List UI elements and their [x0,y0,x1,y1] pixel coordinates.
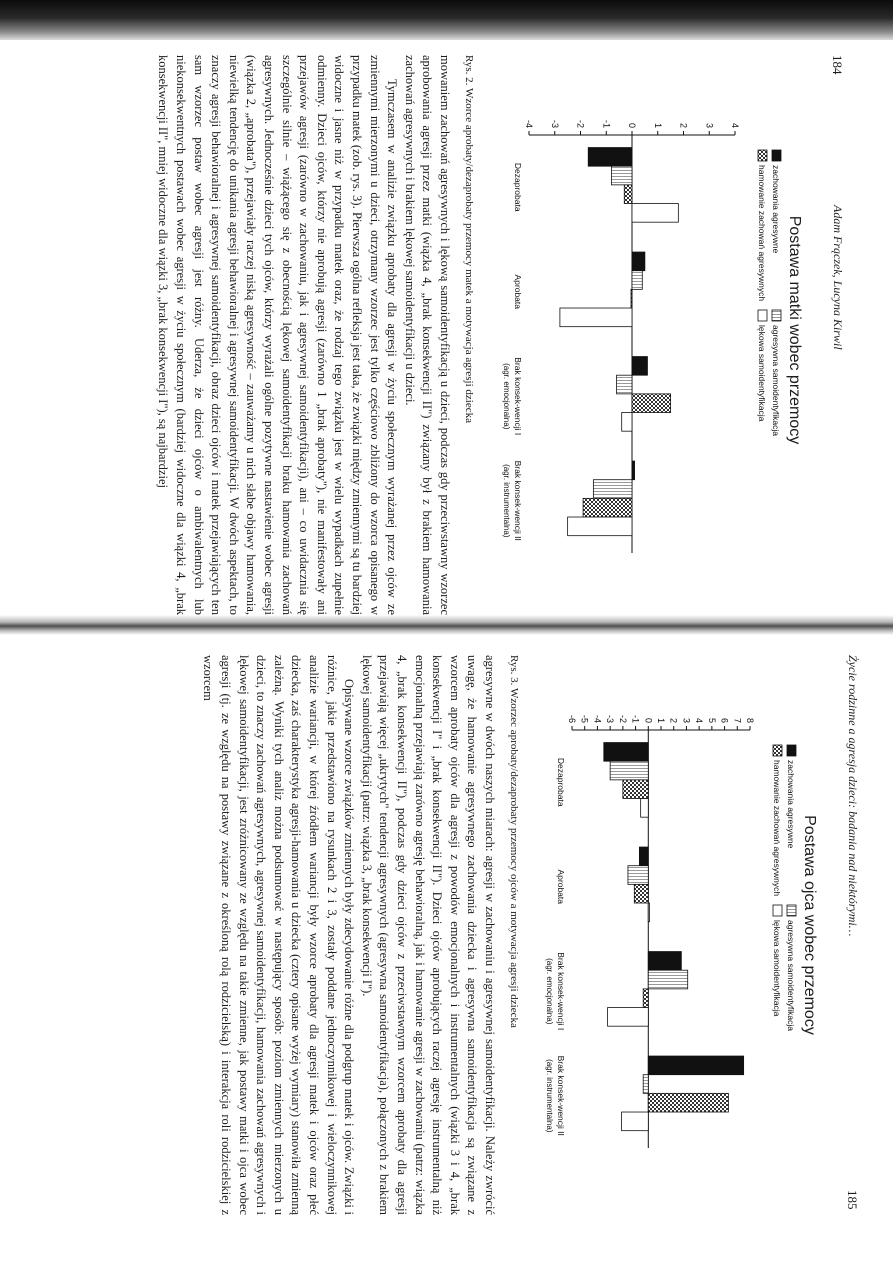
category-label: Brak konsek-wencji I [513,357,523,436]
chart-father-title: Postawa ojca wobec przemocy [801,815,818,1035]
bar [632,357,647,376]
chart-mother-svg [487,95,787,565]
y-tick-label: 8 [745,717,755,723]
bar [648,903,649,922]
bar [632,271,642,290]
y-tick-label: 2 [678,122,689,128]
category-sublabel: (agr. emocjonalna) [502,363,511,430]
bar [648,952,681,971]
paragraph: agresywne w dwóch naszych miarach: agresji w zachowaniu i agresywnej samoidentyfikacji. Należy zwrócić uwagę, że hamowanie agresywnego zachowania dziecka i agresywna samoidentyfikacja są związane z wzorcem aprobaty ojców dla agresji z powodów emocjonalnych i instrumentalnych (wiązki 3 i 4, „brak konsekwencji I" i „brak konsekwencji II"). Dzieci ojców aprobujących raczej agresję instrumentalną niż emocjonalną przejawiają zarówno agresję behawioralną, jak i hamowanie agresji w zachowaniu (patrz: wiązka 4, „brak konsekwencji II"), podczas gdy dzieci ojców z przeciwstawnym wzorcem aprobaty dla agresji przejawiają więcej „ukrytych" tendencji agresywnych (agresywna samoidentyfikacja), połączonych z brakiem lękowej samoidentyfikacji (patrz: wiązka 3, „brak konsekwencji I"). [359,655,497,1215]
bar [632,204,678,223]
page-number-184: 184 [830,55,845,75]
chart-mother [489,95,809,565]
left-page [25,55,845,615]
legend-label: agresywna samoidentyfikacja [786,920,796,1032]
y-tick-label: -1 [601,119,612,128]
category-label: Brak konsek-wencji I [556,952,566,1031]
bar [622,1112,649,1131]
legend-swatch [772,150,781,161]
bar [648,1056,743,1075]
category-label: Aprobata [556,869,566,904]
bar [632,252,645,271]
figure-caption-3: Rys. 3. Wzorzec aprobaty/dezaprobaty przemocy ojców a motywacja agresji dziecka [508,655,520,1028]
bar [639,847,648,866]
bar [643,1075,648,1094]
figure-caption-2: Rys. 2. Wzorce aprobaty/dezaprobaty przemocy matek a motywacja agresji dziecka [463,55,475,424]
y-tick-label: -5 [579,714,590,723]
category-sublabel: (agr. emocjonalna) [545,958,554,1025]
category-label: Dezaprobata [513,162,523,212]
bar [631,289,632,308]
bar [623,780,648,799]
y-tick-label: 3 [681,717,692,723]
y-tick-label: 4 [694,717,705,723]
y-tick-label: 5 [706,717,717,723]
right-page [45,655,860,1215]
bar [641,799,649,818]
bar [568,517,632,536]
bar [648,970,687,989]
legend-swatch [773,905,782,916]
category-label: Brak konsek-wencji II [513,460,523,541]
y-tick-label: 3 [704,122,715,128]
left-body-text [154,55,453,615]
bar [593,480,632,499]
y-tick-label: -4 [592,714,603,723]
y-tick-label: 0 [643,717,654,723]
y-tick-label: 7 [732,717,743,723]
legend-swatch [758,310,767,321]
legend-swatch [772,310,781,321]
bar [611,166,632,185]
right-body-text [199,655,498,1215]
scan-shadow-top [0,0,893,40]
chart-mother-title: Postawa matki wobec przemocy [786,215,803,445]
bar [634,884,648,903]
y-tick-label: 2 [668,717,679,723]
y-tick-label: 0 [627,122,637,128]
y-tick-label: -1 [630,714,641,723]
y-tick-label: -4 [524,119,534,128]
bar [632,394,671,413]
category-label: Brak konsek-wencji II [556,1055,566,1136]
y-tick-label: 1 [652,122,663,128]
y-tick-label: -2 [575,119,586,128]
category-sublabel: (agr. instrumentalna) [502,464,511,538]
book-gutter-shadow [0,615,893,635]
bar [643,989,648,1008]
chart-father [534,690,824,1160]
y-tick-label: -3 [549,119,560,128]
paragraph: Opisywane wzorce związków zmiennych były zdecydowanie różne dla podgrup matek i ojców. Związki i różnice, jakie przedstawiono na rysunkach 2 i 3, zostały poddane jednoczynnikowej i wieloczynnikowej analizie wariancji, w której źródłem wariancji były wzorce aprobaty dla agresji matek i ojców oraz płeć dziecka, zaś charakterystyka agresji-hamowania u dziecka (cztery opisane wyżej wymiary) stanowiła zmienną zależną. Wyniki tych analiz można podsumować w następujący sposób: poziom zmiennych mierzonych u dzieci, to znaczy zachowań agresywnych, agresywnej samoidentyfikacji, hamowania zachowań agresywnych i lękowej samoidentyfikacji, jest zróżnicowany ze względu na takie zmienne, jak postawy matki i ojca wobec agresji (tj. ze względu na postawy związane z określoną rolą rodzicielską) i interakcja roli rodzicielskiej z wzorcem [201,655,357,1215]
bar [624,185,632,204]
bar [608,1008,649,1027]
running-header-right: Życie rodzinne a agresja dzieci: badania nad niektórymi… [846,655,860,937]
y-tick-label: -3 [605,714,616,723]
bar [583,498,632,517]
legend-label: zachowania agresywne [771,165,781,254]
bar [588,148,632,167]
category-sublabel: (agr. instrumentalna) [545,1059,554,1133]
y-tick-label: 4 [730,122,740,128]
bar [560,308,632,327]
legend-swatch [773,745,782,756]
running-header-left: Adam Frączek, Lucyna Kirwil [831,205,845,350]
chart-father-svg [530,690,802,1160]
bar [648,1093,728,1112]
bar [628,866,648,885]
legend-label: lękowa samoidentyfikacja [772,920,782,1017]
bar [617,375,632,394]
category-label: Aprobata [513,274,523,309]
y-tick-label: 6 [719,717,730,723]
legend-label: hamowanie zachowań agresywnych [772,760,782,897]
legend-label: agresywna samoidentyfikacja [771,325,781,437]
paragraph: Tymczasem w analizie związku aprobaty dla agresji w życiu społecznym wyrażanej przez ojców ze zmiennymi mierzonymi u dzieci, otrzymany wzorzec jest tylko częściowo zbliżony do wzorca opisanego w przypadku matek (zob. rys. 3). Pierwsza ogólna refleksja jest taka, że związki między zmiennymi są tu bardziej widoczne i jasne niż w przypadku matek oraz, że rodzaj tego związku jest w wielu wypadkach zupełnie odmienny. Dzieci ojców, którzy nie aprobują agresji (zarówno 1 „brak aprobaty"), nie manifestowały ani przejawów agresji (zarówno w zachowaniu, jak i agresywnej samoidentyfikacji), ani – co uwidacznia się szczególnie silnie – wiążącego się z obecnością lękowej samoidentyfikacji braku hamowania zachowań agresywnych. Jednocześnie dzieci tych ojców, którzy wyrażali ogólne pozytywne nastawienie wobec agresji (wiązka 2, „aprobata"), przejawiały raczej niską agresywność – zauważamy u nich słabe objawy hamowania, niewielką tendencję do unikania agresji behawioralnej i agresywnej samoidentyfikacji. W dwóch aspektach, to znaczy agresji behawioralnej i agresywnej samoidentyfikacji, obraz dzieci ojców i matek przejawiających ten sam wzorzec postaw wobec agresji jest różny. Uderza, że dzieci ojców o ambiwalentnych lub niekonsekwentnych postawach wobec agresji w życiu społecznym (bardziej widoczne dla wiązki 4, „brak konsekwencji II", mniej widoczne dla wiązki 3, „brak konsekwencji I"), są najbardziej [156,55,400,615]
legend-swatch [787,745,796,756]
page-number-185: 185 [845,1190,860,1210]
category-label: Dezaprobata [556,757,566,807]
legend-label: hamowanie zachowań agresywnych [757,165,767,302]
bar [610,761,648,780]
y-tick-label: -2 [617,714,628,723]
bar [622,413,632,432]
legend-label: lękowa samoidentyfikacja [757,325,767,422]
paragraph: mowaniem zachowań agresywnych i lękową samoidentyfikacją u dzieci, podczas gdy przeciwstawny wzorzec aprobowania agresji przez matki (wiązka 4, „brak konsekwencji II") związany był z brakiem hamowania zachowań agresywnych i brakiem lękowej samoidentyfikacji u dzieci. [402,55,452,615]
legend-label: zachowania agresywne [786,760,796,849]
bar [604,743,649,762]
bar [632,461,635,480]
y-tick-label: 1 [656,717,666,723]
y-tick-label: -6 [567,714,577,723]
legend-swatch [758,150,767,161]
legend-swatch [787,905,796,916]
